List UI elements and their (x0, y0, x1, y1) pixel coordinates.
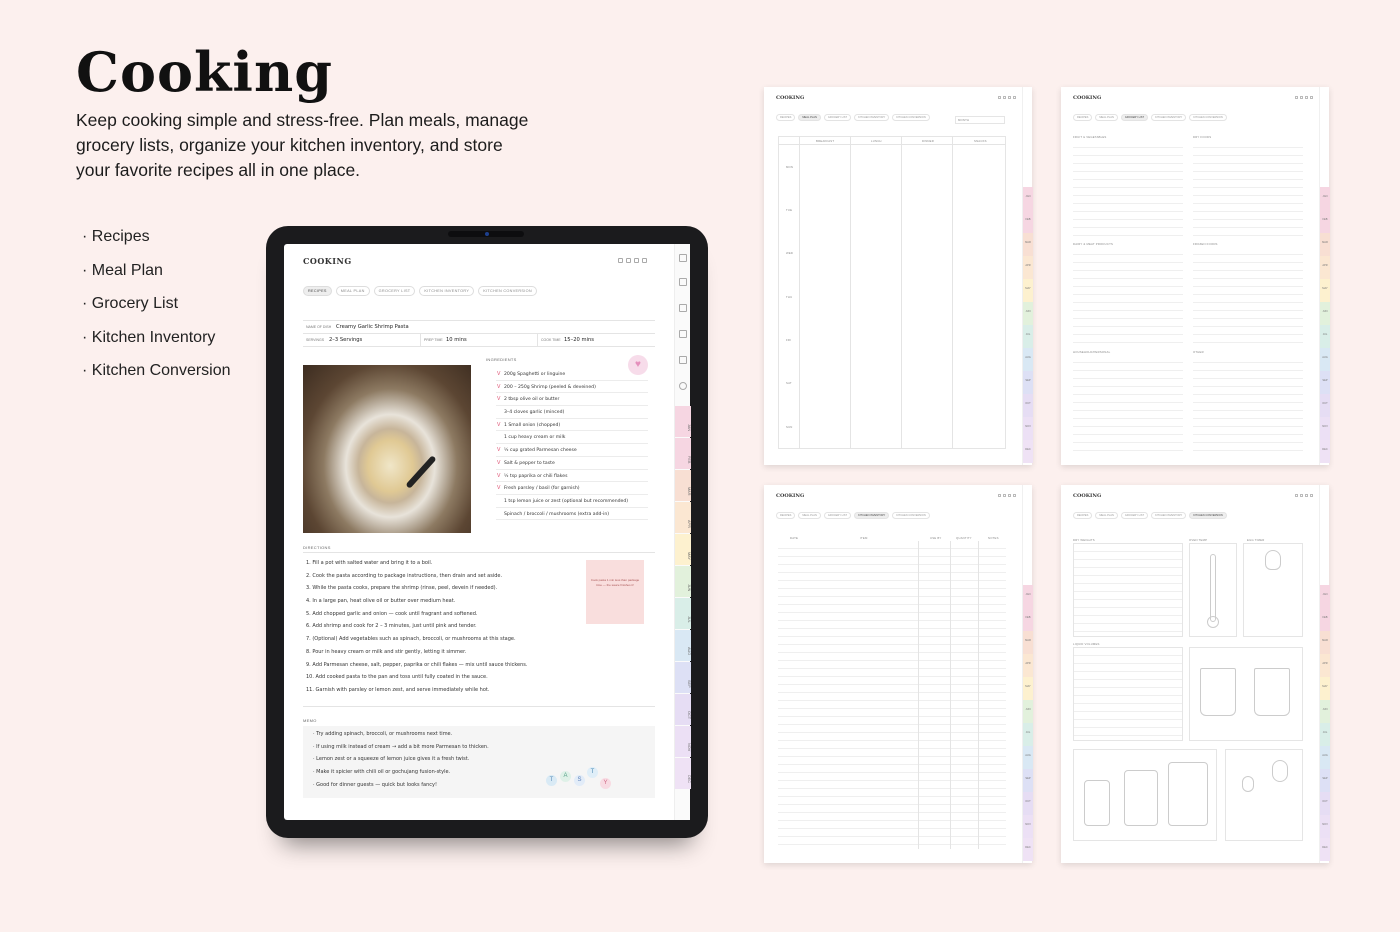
directions-list (306, 558, 606, 698)
preview-icons (1295, 494, 1313, 497)
tab-kitchen-conversion[interactable]: KITCHEN CONVERSION (478, 286, 537, 296)
month-tab[interactable]: JUN (1023, 302, 1033, 325)
dry-weights-table (1073, 543, 1183, 637)
ingredient-item[interactable]: V 1 Small onion (chopped) (496, 419, 648, 432)
preview-tab[interactable]: GROCERY LIST (824, 114, 851, 121)
day-label: THU (786, 295, 793, 299)
gear-icon[interactable] (642, 258, 647, 263)
servings-value[interactable]: 2–3 Servings (329, 337, 363, 343)
month-tab[interactable]: AUG (1320, 348, 1330, 371)
preview-header: COOKING (776, 95, 805, 101)
month-tab[interactable]: DEC (1023, 440, 1033, 463)
section-label: OVEN TEMP (1189, 538, 1208, 542)
sticker-letter: A (560, 771, 571, 782)
smile-icon[interactable] (679, 382, 687, 390)
month-tab[interactable]: SEP (1023, 769, 1033, 792)
direction-step[interactable]: 11. Garnish with parsley or lemon zest, and serve immediately while hot. (306, 686, 490, 693)
memo-line: · If using milk instead of cream → add a bit more Parmesan to thicken. (313, 743, 489, 750)
ingredient-item[interactable]: Spinach / broccoli / mushrooms (extra add-in) (496, 508, 648, 521)
month-tab[interactable]: NOV (1023, 815, 1033, 838)
sticker-letter: Y (600, 778, 611, 789)
month-tab-nov[interactable]: NOV (675, 726, 691, 757)
preview-tab[interactable]: KITCHEN CONVERSION (892, 114, 930, 121)
month-tab-mar[interactable]: MAR (675, 470, 691, 501)
memo-line: · Good for dinner guests — quick but looks fancy! (313, 781, 437, 788)
month-tab-oct[interactable]: OCT (675, 694, 691, 725)
ingredient-item[interactable]: V 2 tbsp olive oil or butter (496, 393, 648, 406)
page-description: Keep cooking simple and stress-free. Plan meals, manage grocery lists, organize your kitchen inventory, and store your favorite recipes all in one place. (76, 110, 529, 180)
side-tab-bar (674, 244, 690, 820)
direction-step[interactable]: 8. Pour in heavy cream or milk and stir gently, letting it simmer. (306, 648, 467, 655)
preview-tab[interactable]: KITCHEN CONVERSION (892, 512, 930, 519)
column-header: DINNER (922, 139, 934, 143)
sticky-note[interactable]: Cook pasta 1 min less than package time — the sauce finishes it! (586, 560, 644, 624)
preview-tab[interactable]: GROCERY LIST (1121, 512, 1148, 519)
section-label: DRY FOODS (1193, 135, 1212, 139)
preview-tab[interactable]: RECIPES (776, 114, 795, 121)
feature-item: · Meal Plan (82, 262, 231, 296)
column-header: BREAKFAST (816, 139, 835, 143)
meal-grid (778, 136, 1006, 449)
day-label: WED (786, 251, 794, 255)
month-tab[interactable]: MAR (1023, 631, 1033, 654)
month-tab[interactable]: AUG (1320, 746, 1330, 769)
preview-header: COOKING (776, 493, 805, 499)
feature-item: · Kitchen Conversion (82, 362, 231, 396)
preview-icons (998, 96, 1016, 99)
ingredients-heading: INGREDIENTS (486, 357, 517, 362)
memo-line: · Make it spicier with chili oil or gochujang fusion-style. (313, 769, 451, 776)
ingredient-item[interactable]: V 200 – 250g Shrimp (peeled & deveined) (496, 381, 648, 394)
feature-item: · Grocery List (82, 295, 231, 329)
dish-name-value[interactable]: Creamy Garlic Shrimp Pasta (336, 324, 409, 330)
month-tab[interactable]: APR (1023, 654, 1033, 677)
preview-tab[interactable]: KITCHEN INVENTORY (854, 114, 889, 121)
folder-icon[interactable] (679, 356, 687, 364)
preview-tab[interactable]: MEAL PLAN (1095, 512, 1117, 519)
ingredient-item[interactable]: V ½ cup grated Parmesan cheese (496, 444, 648, 457)
measuring-cups-box (1189, 647, 1303, 741)
month-tab-jul[interactable]: JUL (675, 598, 691, 629)
month-tab[interactable]: APR (1023, 256, 1033, 279)
ingredient-item[interactable]: 3–4 cloves garlic (minced) (496, 406, 648, 419)
preview-meal-plan[interactable] (764, 87, 1032, 465)
sticker-letter: T (587, 767, 598, 778)
preview-tab[interactable]: GROCERY LIST (824, 512, 851, 519)
month-tab[interactable]: OCT (1320, 792, 1330, 815)
prep-time-value[interactable]: 10 mins (446, 337, 467, 343)
month-tab[interactable]: JAN (1320, 187, 1330, 210)
preview-tab[interactable]: GROCERY LIST (1121, 114, 1148, 121)
month-tab[interactable]: FEB (1023, 210, 1033, 233)
preview-header: COOKING (1073, 493, 1102, 499)
ingredient-item[interactable]: 1 cup heavy cream or milk (496, 431, 648, 444)
direction-step[interactable]: 3. While the pasta cooks, prepare the shrimp (rinse, peel, devein if needed). (306, 585, 498, 592)
dish-name-label: NAME OF DISH (306, 325, 332, 329)
month-tab-feb[interactable]: FEB (675, 438, 691, 469)
month-tab[interactable]: MAY (1023, 677, 1033, 700)
direction-step[interactable]: 6. Add shrimp and cook for 2 – 3 minutes, just until pink and tender. (306, 623, 477, 630)
servings-label: SERVINGS (306, 338, 325, 342)
preview-tab[interactable]: KITCHEN INVENTORY (1151, 114, 1186, 121)
prep-time-label: PREP TIME (424, 338, 443, 342)
notebook-icon[interactable] (679, 330, 687, 338)
month-tab[interactable]: JUL (1023, 325, 1033, 348)
column-header: DATE (790, 536, 799, 540)
direction-step[interactable]: 10. Add cooked pasta to the pan and toss until fully coated in the sauce. (306, 674, 488, 681)
section-label: FRUIT & VEGETABLES (1073, 135, 1107, 139)
tab-grocery-list[interactable]: GROCERY LIST (374, 286, 416, 296)
preview-tabs (1073, 512, 1227, 519)
preview-kitchen-conversion[interactable] (1061, 485, 1329, 863)
note-icon[interactable] (626, 258, 631, 263)
calendar-icon[interactable] (618, 258, 623, 263)
preview-side-tabs (1022, 87, 1032, 465)
month-tab[interactable]: MAR (1320, 631, 1330, 654)
month-tab[interactable]: JUL (1320, 325, 1330, 348)
month-tab[interactable]: JUL (1023, 723, 1033, 746)
tasty-stickers (546, 766, 606, 790)
month-tab[interactable]: JAN (1023, 585, 1033, 608)
egg-timer-box (1243, 543, 1303, 637)
month-tab[interactable]: OCT (1320, 394, 1330, 417)
preview-tab[interactable]: MEAL PLAN (798, 512, 820, 519)
sticker-letter: S (574, 775, 585, 786)
month-tab[interactable]: MAY (1320, 677, 1330, 700)
preview-tabs (1073, 114, 1227, 121)
ingredient-item[interactable]: V Fresh parsley / basil (for garnish) (496, 482, 648, 495)
preview-side-tabs (1319, 485, 1329, 863)
feature-list (82, 228, 231, 396)
ingredient-item[interactable]: V 200g Spaghetti or linguine (496, 368, 648, 381)
tab-bar (303, 286, 537, 296)
month-tab[interactable]: SEP (1320, 371, 1330, 394)
section-label: EGG TIMER (1247, 538, 1265, 542)
month-tab[interactable]: SEP (1320, 769, 1330, 792)
month-tab[interactable]: AUG (1023, 746, 1033, 769)
page-title: Cooking (76, 40, 333, 104)
preview-tab[interactable]: RECIPES (776, 512, 795, 519)
direction-step[interactable]: 1. Fill a pot with salted water and bring it to a boil. (306, 560, 433, 566)
preview-tabs (776, 512, 930, 519)
feature-item: · Kitchen Inventory (82, 329, 231, 363)
month-tab[interactable]: NOV (1320, 815, 1330, 838)
list-icon[interactable] (679, 254, 687, 262)
month-tab[interactable]: OCT (1023, 394, 1033, 417)
jars-box (1073, 749, 1217, 841)
preview-tab[interactable]: MEAL PLAN (798, 114, 820, 121)
column-header: QUANTITY (956, 536, 972, 540)
calendar-icon[interactable] (679, 278, 687, 286)
month-tab-jan[interactable]: JAN (675, 406, 691, 437)
month-tab[interactable]: DEC (1023, 838, 1033, 861)
day-label: MON (786, 165, 794, 169)
month-tab[interactable]: FEB (1023, 608, 1033, 631)
month-tab[interactable]: DEC (1320, 440, 1330, 463)
feature-item: · Recipes (82, 228, 231, 262)
preview-tab[interactable]: RECIPES (1073, 114, 1092, 121)
day-label: FRI (786, 338, 792, 342)
preview-tab[interactable]: KITCHEN CONVERSION (1189, 512, 1227, 519)
month-tab-sep[interactable]: SEP (675, 662, 691, 693)
preview-tab[interactable]: KITCHEN CONVERSION (1189, 114, 1227, 121)
month-tab[interactable]: JUL (1320, 723, 1330, 746)
heart-icon[interactable]: ♥ (628, 355, 648, 375)
month-tab-jun[interactable]: JUN (675, 566, 691, 597)
preview-side-tabs (1319, 87, 1329, 465)
direction-step[interactable]: 9. Add Parmesan cheese, salt, pepper, paprika or chili flakes — mix until sauce thickens. (306, 661, 528, 668)
preview-tab[interactable]: KITCHEN INVENTORY (1151, 512, 1186, 519)
month-tab[interactable]: JAN (1023, 187, 1033, 210)
month-tab[interactable]: DEC (1320, 838, 1330, 861)
ingredient-item[interactable]: 1 tsp lemon juice or zest (optional but recommended) (496, 495, 648, 508)
month-tab[interactable]: NOV (1320, 417, 1330, 440)
tab-meal-plan[interactable]: MEAL PLAN (336, 286, 370, 296)
section-label: FROZEN FOODS (1193, 242, 1218, 246)
month-tab[interactable]: JUN (1320, 302, 1330, 325)
month-tab[interactable]: FEB (1320, 210, 1330, 233)
planner-header: COOKING (303, 256, 352, 266)
month-tab[interactable]: SEP (1023, 371, 1033, 394)
tablet-screen (284, 244, 690, 820)
direction-step[interactable]: 7. (Optional) Add vegetables such as spinach, broccoli, or mushrooms at this stage. (306, 636, 516, 643)
preview-tab[interactable]: MEAL PLAN (1095, 114, 1117, 121)
month-tab-aug[interactable]: AUG (675, 630, 691, 661)
preview-icons (1295, 96, 1313, 99)
recipe-photo[interactable] (303, 365, 471, 533)
section-label: HOUSEHOLD/PERSONAL (1073, 350, 1111, 354)
preview-header: COOKING (1073, 95, 1102, 101)
month-tab[interactable]: FEB (1320, 608, 1330, 631)
oven-temp-box (1189, 543, 1237, 637)
section-label: OTHER (1193, 350, 1204, 354)
sticker-letter: T (546, 775, 557, 786)
day-label: SAT (786, 381, 792, 385)
month-field[interactable]: MONTH (955, 116, 1005, 124)
column-header: USE BY (930, 536, 942, 540)
month-tab-apr[interactable]: APR (675, 502, 691, 533)
month-tab[interactable]: NOV (1023, 417, 1033, 440)
settings-icon[interactable] (634, 258, 639, 263)
column-header: ITEM (860, 536, 868, 540)
month-tab[interactable]: MAY (1023, 279, 1033, 302)
ingredient-item[interactable]: V Salt & pepper to taste (496, 457, 648, 470)
ingredient-item[interactable]: V ½ tsp paprika or chili flakes (496, 470, 648, 483)
memo-line: · Try adding spinach, broccoli, or mushrooms next time. (313, 731, 453, 737)
ingredient-list (496, 368, 648, 520)
month-tab-may[interactable]: MAY (675, 534, 691, 565)
column-header: LUNCH (871, 139, 882, 143)
month-tab[interactable]: MAR (1023, 233, 1033, 256)
month-tab-dec[interactable]: DEC (675, 758, 691, 789)
directions-heading: DIRECTIONS (303, 545, 331, 550)
month-tab[interactable]: MAR (1320, 233, 1330, 256)
direction-step[interactable]: 5. Add chopped garlic and onion — cook until fragrant and softened. (306, 610, 478, 617)
day-label: TUE (786, 208, 793, 212)
month-tab[interactable]: JUN (1023, 700, 1033, 723)
month-tab[interactable]: JAN (1320, 585, 1330, 608)
month-tab[interactable]: JUN (1320, 700, 1330, 723)
preview-side-tabs (1022, 485, 1032, 863)
preview-tab[interactable]: RECIPES (1073, 512, 1092, 519)
column-header: SNACKS (974, 139, 987, 143)
direction-step[interactable]: 2. Cook the pasta according to package instructions, then drain and set aside. (306, 572, 503, 579)
section-label: LIQUID VOLUMES (1073, 642, 1100, 646)
tab-recipes[interactable]: RECIPES (303, 286, 332, 296)
month-tab[interactable]: APR (1320, 256, 1330, 279)
month-tab[interactable]: APR (1320, 654, 1330, 677)
memo-heading: MEMO (303, 718, 317, 723)
month-tab[interactable]: OCT (1023, 792, 1033, 815)
tablet-device (266, 226, 708, 838)
day-label: SUN (786, 425, 793, 429)
star-icon[interactable] (679, 304, 687, 312)
preview-tab[interactable]: KITCHEN INVENTORY (854, 512, 889, 519)
preview-tabs (776, 114, 930, 121)
memo-line: · Lemon zest or a squeeze of lemon juice gives it a fresh twist. (313, 756, 470, 763)
month-tab[interactable]: MAY (1320, 279, 1330, 302)
section-label: DRY WEIGHTS (1073, 538, 1095, 542)
preview-icons (998, 494, 1016, 497)
liquid-volumes-table (1073, 647, 1183, 741)
column-header: NOTES (988, 536, 999, 540)
preview-kitchen-inventory[interactable] (764, 485, 1032, 863)
direction-step[interactable]: 4. In a large pan, heat olive oil or butter over medium heat. (306, 598, 456, 605)
cook-time-label: COOK TIME (541, 338, 561, 342)
header-icons (618, 258, 647, 263)
preview-grocery-list[interactable] (1061, 87, 1329, 465)
section-label: DAIRY & MEAT PRODUCTS (1073, 242, 1114, 246)
cook-time-value[interactable]: 15–20 mins (564, 337, 594, 343)
tab-kitchen-inventory[interactable]: KITCHEN INVENTORY (419, 286, 474, 296)
camera (448, 231, 524, 237)
month-tab[interactable]: AUG (1023, 348, 1033, 371)
spoons-box (1225, 749, 1303, 841)
